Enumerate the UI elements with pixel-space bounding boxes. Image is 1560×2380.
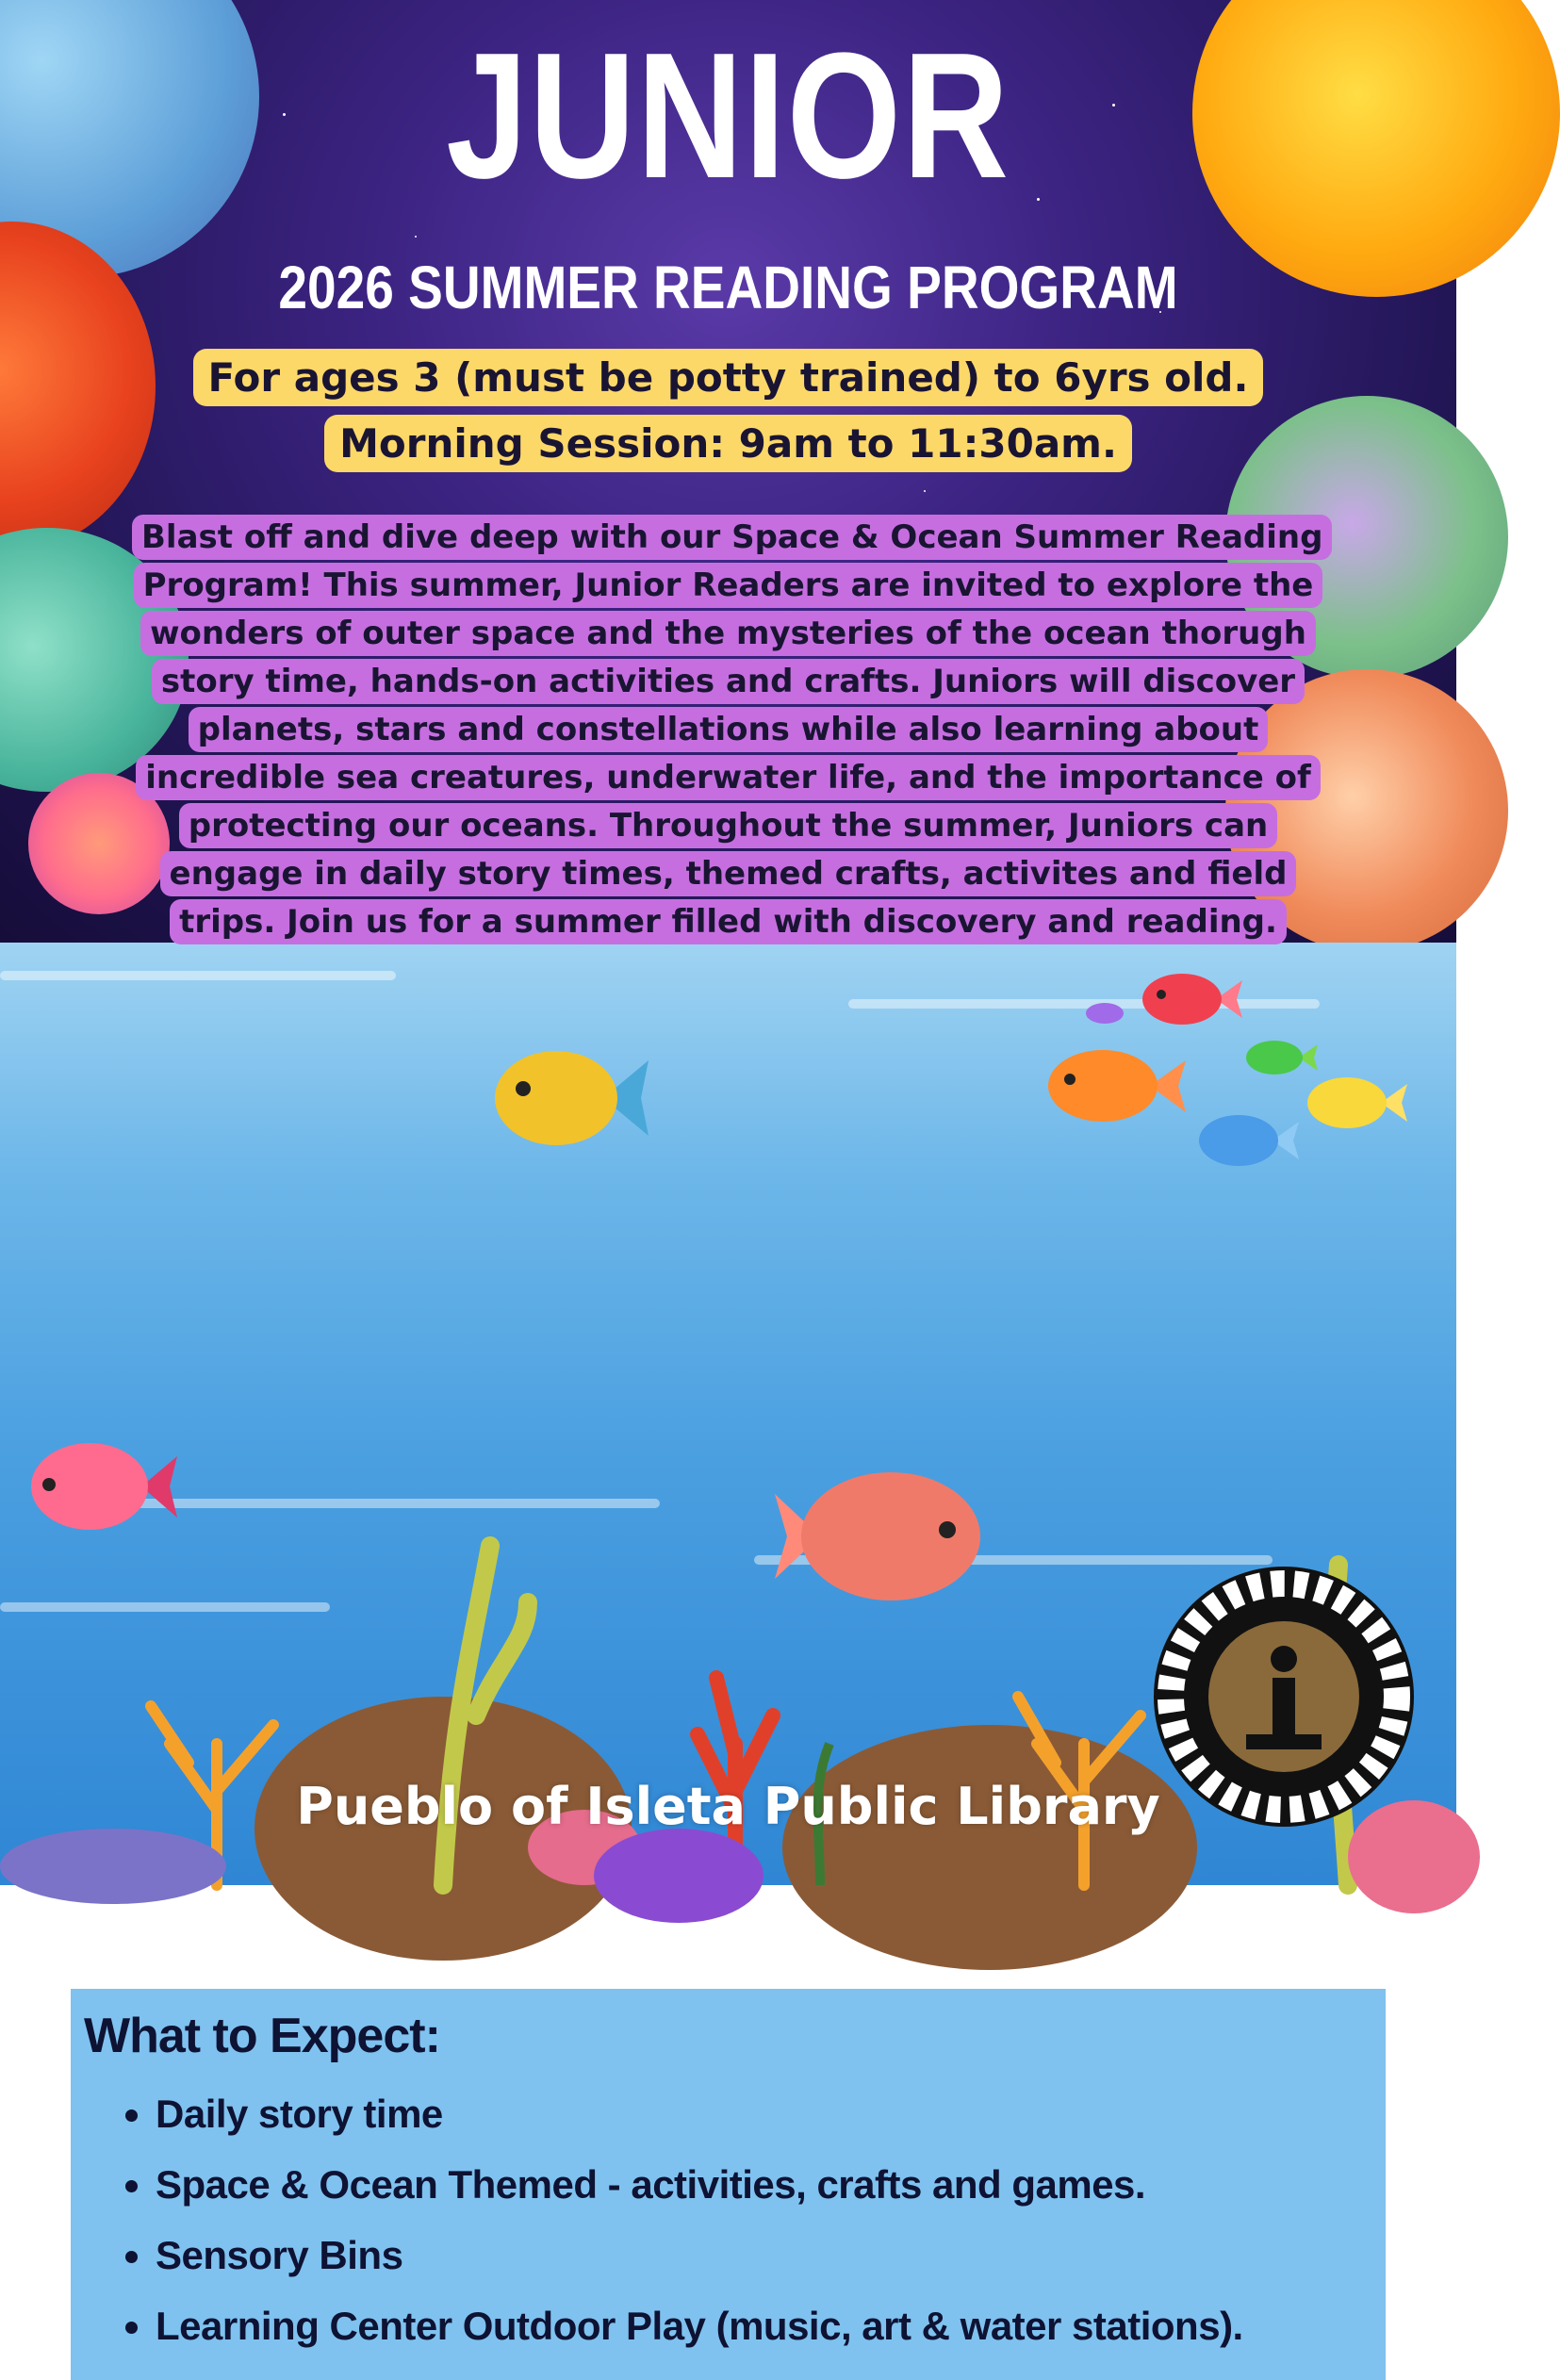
yellow-fish-icon	[490, 1037, 650, 1159]
description-text: Blast off and dive deep with our Space & Ocean Summer Reading Program! This summer, Junior Readers are invited to explore the wonders of outer space and the mysteries of the ocean thorugh story time, hands-on activities and crafts. Juniors will discover planets, stars and constellations while also learning about incredible sea creatures, underwater life, and the importance of protecting our oceans. Throughout the summer, Juniors can engage in daily story times, themed crafts, activites and field trips. Join us for a summer filled with discovery and reading.	[132, 515, 1332, 944]
expect-list	[118, 2078, 1243, 2361]
list-item: • Daily story time	[156, 2078, 1243, 2149]
what-to-expect-panel	[71, 1989, 1386, 2380]
page-title: JUNIOR	[446, 16, 1010, 216]
water-streak	[0, 971, 396, 980]
striped-fish-icon	[773, 1466, 980, 1607]
ages-banner	[0, 349, 1456, 406]
orange-fish-icon	[1046, 1042, 1188, 1131]
session-banner	[0, 415, 1456, 472]
program-subtitle: 2026 SUMMER READING PROGRAM	[278, 254, 1178, 321]
small-yellow-fish-icon	[1305, 1070, 1409, 1136]
pink-fish-icon	[28, 1437, 179, 1536]
list-item: • Sensory Bins	[156, 2220, 1243, 2290]
star	[415, 236, 417, 238]
ages-text: For ages 3 (must be potty trained) to 6yrs old.	[193, 349, 1264, 406]
list-item: • Space & Ocean Themed - activities, crafts and games.	[156, 2149, 1243, 2220]
what-to-expect-heading: What to Expect:	[84, 2009, 440, 2063]
purple-fish-icon	[1084, 999, 1131, 1027]
red-fish-icon	[1141, 966, 1244, 1032]
library-name: Pueblo of Isleta Public Library	[296, 1777, 1160, 1836]
list-item: • Learning Center Outdoor Play (music, art & water stations).	[156, 2290, 1243, 2361]
program-description	[132, 514, 1324, 946]
blue-fish-icon	[1197, 1108, 1301, 1174]
star	[924, 490, 926, 492]
session-text: Morning Session: 9am to 11:30am.	[324, 415, 1132, 472]
